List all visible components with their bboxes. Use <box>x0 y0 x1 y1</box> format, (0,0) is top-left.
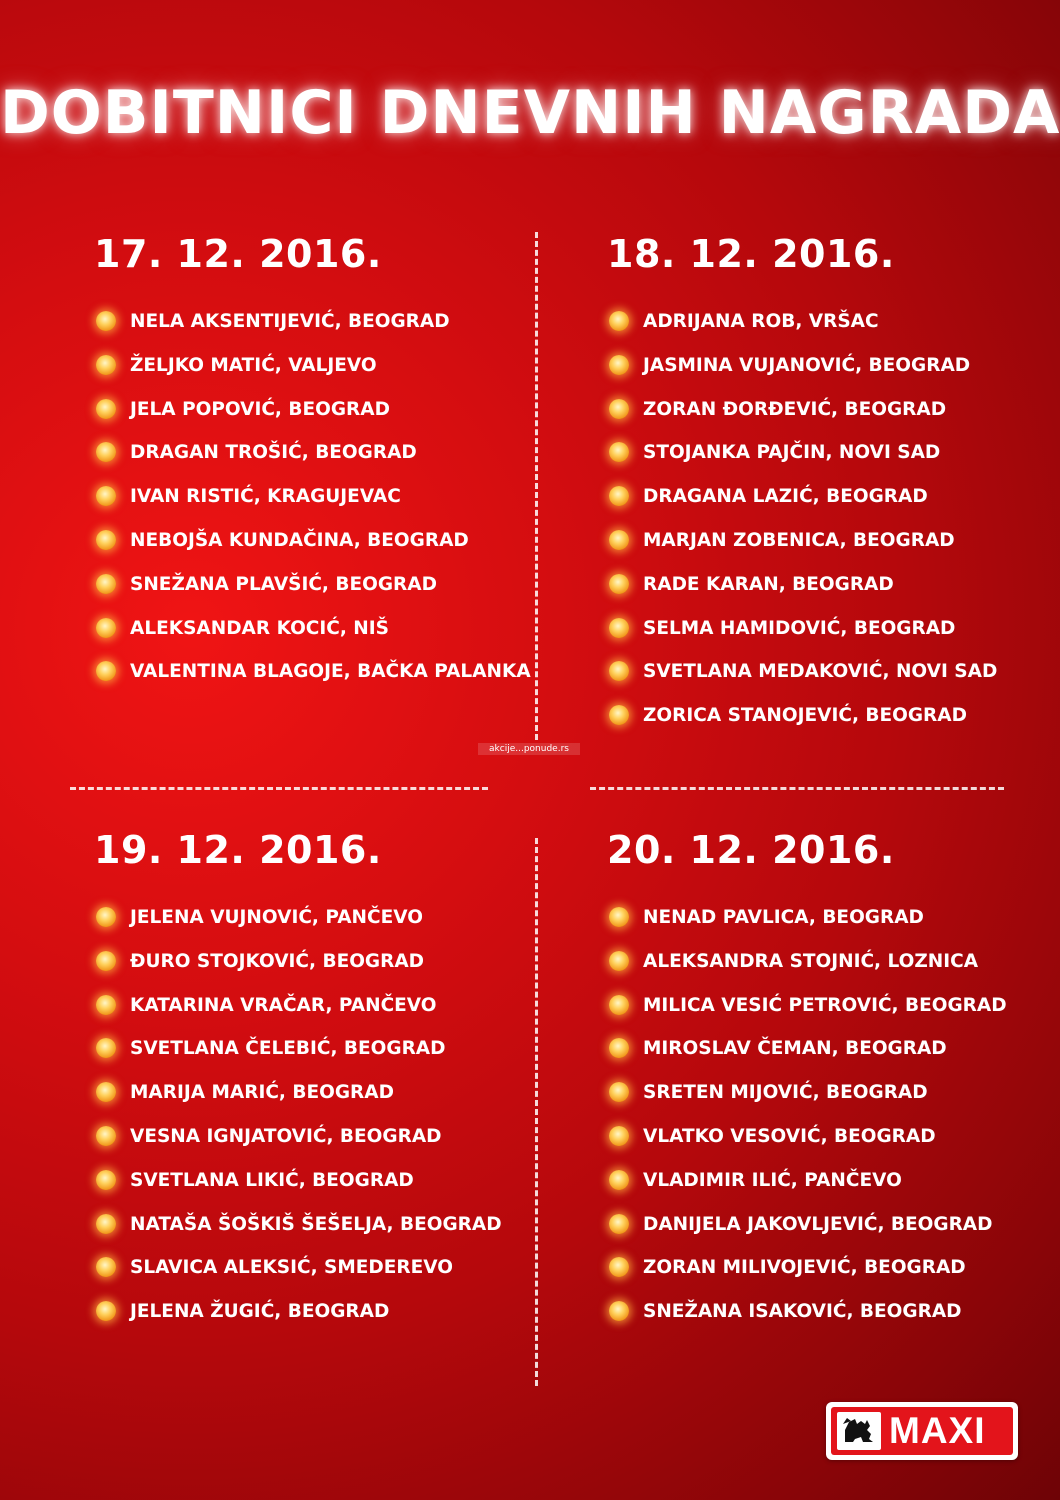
logo-background <box>831 1407 1013 1455</box>
winner-name: ZORICA STANOJEVIĆ, BEOGRAD <box>643 705 967 727</box>
bullet-light-icon <box>609 355 629 375</box>
bullet-light-icon <box>609 1214 629 1234</box>
winner-item <box>607 1203 1007 1247</box>
winner-name: NATAŠA ŠOŠKIŠ ŠEŠELJA, BEOGRAD <box>130 1213 502 1235</box>
bullet-light-icon <box>96 1301 116 1321</box>
winner-name: ALEKSANDAR KOCIĆ, NIŠ <box>130 617 389 639</box>
day-section-4 <box>607 826 1007 1323</box>
bullet-light-icon <box>96 355 116 375</box>
winner-item <box>94 984 502 1028</box>
winner-name: DRAGAN TROŠIĆ, BEOGRAD <box>130 442 417 464</box>
bullet-light-icon <box>609 661 629 681</box>
winner-item <box>94 1203 502 1247</box>
winner-item <box>607 475 997 519</box>
bullet-light-icon <box>609 311 629 331</box>
winner-item <box>94 475 531 519</box>
winner-name: MIROSLAV ČEMAN, BEOGRAD <box>643 1038 947 1060</box>
bullet-light-icon <box>609 705 629 725</box>
winner-name: SVETLANA ČELEBIĆ, BEOGRAD <box>130 1038 446 1060</box>
bullet-light-icon <box>609 1126 629 1146</box>
bullet-light-icon <box>609 486 629 506</box>
winner-item <box>94 431 531 475</box>
winner-name: ZORAN MILIVOJEVIĆ, BEOGRAD <box>643 1257 966 1279</box>
page-title: DOBITNICI DNEVNIH NAGRADA <box>0 78 1060 148</box>
bullet-light-icon <box>609 530 629 550</box>
winner-item <box>94 607 531 651</box>
winner-item <box>607 607 997 651</box>
winner-item <box>94 940 502 984</box>
winner-item <box>94 1159 502 1203</box>
winner-name: SNEŽANA PLAVŠIĆ, BEOGRAD <box>130 573 437 595</box>
winner-name: SELMA HAMIDOVIĆ, BEOGRAD <box>643 617 956 639</box>
winner-name: RADE KARAN, BEOGRAD <box>643 573 894 595</box>
day-date: 20. 12. 2016. <box>607 828 895 872</box>
winner-name: VLATKO VESOVIĆ, BEOGRAD <box>643 1125 936 1147</box>
winner-name: MARJAN ZOBENICA, BEOGRAD <box>643 529 955 551</box>
bullet-light-icon <box>609 1301 629 1321</box>
bullet-light-icon <box>96 1214 116 1234</box>
bullet-light-icon <box>96 1170 116 1190</box>
winner-name: VESNA IGNJATOVIĆ, BEOGRAD <box>130 1125 442 1147</box>
logo-text: MAXI <box>889 1410 986 1451</box>
bullet-light-icon <box>609 1038 629 1058</box>
winner-name: SNEŽANA ISAKOVIĆ, BEOGRAD <box>643 1301 962 1323</box>
bullet-light-icon <box>96 311 116 331</box>
winners-list <box>94 300 531 694</box>
bullet-light-icon <box>96 1082 116 1102</box>
winner-item <box>94 1115 502 1159</box>
winner-item <box>607 431 997 475</box>
winner-item <box>94 519 531 563</box>
bullet-light-icon <box>609 574 629 594</box>
bullet-light-icon <box>96 1257 116 1277</box>
winner-item <box>94 1290 502 1334</box>
day-section-1 <box>94 230 531 683</box>
winner-item <box>607 650 997 694</box>
bullet-light-icon <box>609 1257 629 1277</box>
winner-name: JELENA ŽUGIĆ, BEOGRAD <box>130 1301 390 1323</box>
winner-name: JELA POPOVIĆ, BEOGRAD <box>130 398 390 420</box>
winner-name: ADRIJANA ROB, VRŠAC <box>643 311 879 332</box>
vertical-divider-top <box>535 232 538 740</box>
bullet-light-icon <box>96 442 116 462</box>
horizontal-divider-right <box>590 787 1004 790</box>
bullet-light-icon <box>609 1082 629 1102</box>
day-date: 17. 12. 2016. <box>94 232 382 276</box>
winner-item <box>94 1027 502 1071</box>
winner-item <box>607 896 1007 940</box>
winner-item <box>94 896 502 940</box>
winner-name: VALENTINA BLAGOJE, BAČKA PALANKA <box>130 661 531 683</box>
bullet-light-icon <box>96 530 116 550</box>
winner-item <box>607 1071 1007 1115</box>
day-date: 18. 12. 2016. <box>607 232 895 276</box>
winners-list <box>607 896 1007 1334</box>
day-date: 19. 12. 2016. <box>94 828 382 872</box>
bullet-light-icon <box>609 618 629 638</box>
winner-name: VLADIMIR ILIĆ, PANČEVO <box>643 1169 902 1191</box>
winner-item <box>607 388 997 432</box>
winner-item <box>94 344 531 388</box>
winner-item <box>607 1290 1007 1334</box>
day-section-3 <box>94 826 502 1323</box>
bullet-light-icon <box>96 995 116 1015</box>
winner-item <box>607 940 1007 984</box>
day-section-2 <box>607 230 998 727</box>
winner-name: NEBOJŠA KUNDAČINA, BEOGRAD <box>130 529 469 551</box>
winner-name: JELENA VUJNOVIĆ, PANČEVO <box>130 907 423 928</box>
bullet-light-icon <box>96 907 116 927</box>
bullet-light-icon <box>96 1038 116 1058</box>
winner-item <box>94 563 531 607</box>
winner-name: IVAN RISTIĆ, KRAGUJEVAC <box>130 486 401 508</box>
bullet-light-icon <box>609 995 629 1015</box>
winner-name: JASMINA VUJANOVIĆ, BEOGRAD <box>643 354 971 376</box>
bullet-light-icon <box>96 574 116 594</box>
bullet-light-icon <box>96 661 116 681</box>
winner-name: MILICA VESIĆ PETROVIĆ, BEOGRAD <box>643 994 1007 1016</box>
watermark: akcije...ponude.rs <box>478 743 580 755</box>
winner-item <box>94 1246 502 1290</box>
bullet-light-icon <box>609 1170 629 1190</box>
winner-name: NENAD PAVLICA, BEOGRAD <box>643 907 924 928</box>
winner-item <box>607 984 1007 1028</box>
winner-item <box>94 650 531 694</box>
bullet-light-icon <box>609 951 629 971</box>
bullet-light-icon <box>609 907 629 927</box>
vertical-divider-bottom <box>535 838 538 1386</box>
winner-name: SRETEN MIJOVIĆ, BEOGRAD <box>643 1082 928 1104</box>
winner-item <box>94 300 531 344</box>
winner-name: SVETLANA LIKIĆ, BEOGRAD <box>130 1169 414 1191</box>
winner-name: DRAGANA LAZIĆ, BEOGRAD <box>643 486 928 508</box>
winner-name: SVETLANA MEDAKOVIĆ, NOVI SAD <box>643 661 998 683</box>
winner-name: STOJANKA PAJČIN, NOVI SAD <box>643 442 941 464</box>
bullet-light-icon <box>96 951 116 971</box>
winner-item <box>607 1246 1007 1290</box>
winner-item <box>607 519 997 563</box>
winner-name: MARIJA MARIĆ, BEOGRAD <box>130 1082 394 1104</box>
maxi-logo <box>826 1402 1018 1460</box>
winners-list <box>607 300 997 738</box>
bullet-light-icon <box>609 399 629 419</box>
winners-list <box>94 896 502 1334</box>
winner-item <box>607 694 997 738</box>
winner-item <box>607 1115 1007 1159</box>
bullet-light-icon <box>96 618 116 638</box>
horizontal-divider-left <box>70 787 488 790</box>
winner-name: SLAVICA ALEKSIĆ, SMEDEREVO <box>130 1257 454 1279</box>
winner-name: KATARINA VRAČAR, PANČEVO <box>130 994 437 1016</box>
winner-name: ZORAN ĐORĐEVIĆ, BEOGRAD <box>643 398 947 420</box>
bullet-light-icon <box>96 1126 116 1146</box>
winner-item <box>607 563 997 607</box>
winner-item <box>607 344 997 388</box>
lion-icon <box>837 1412 881 1450</box>
winner-name: ĐURO STOJKOVIĆ, BEOGRAD <box>130 950 425 972</box>
winner-item <box>607 1159 1007 1203</box>
winner-name: ŽELJKO MATIĆ, VALJEVO <box>130 354 377 376</box>
bullet-light-icon <box>96 399 116 419</box>
winner-name: ALEKSANDRA STOJNIĆ, LOZNICA <box>643 950 979 972</box>
bullet-light-icon <box>609 442 629 462</box>
bullet-light-icon <box>96 486 116 506</box>
winner-item <box>607 1027 1007 1071</box>
winner-item <box>607 300 997 344</box>
winner-name: DANIJELA JAKOVLJEVIĆ, BEOGRAD <box>643 1213 993 1235</box>
winner-item <box>94 1071 502 1115</box>
winner-name: NELA AKSENTIJEVIĆ, BEOGRAD <box>130 311 450 332</box>
winner-item <box>94 388 531 432</box>
